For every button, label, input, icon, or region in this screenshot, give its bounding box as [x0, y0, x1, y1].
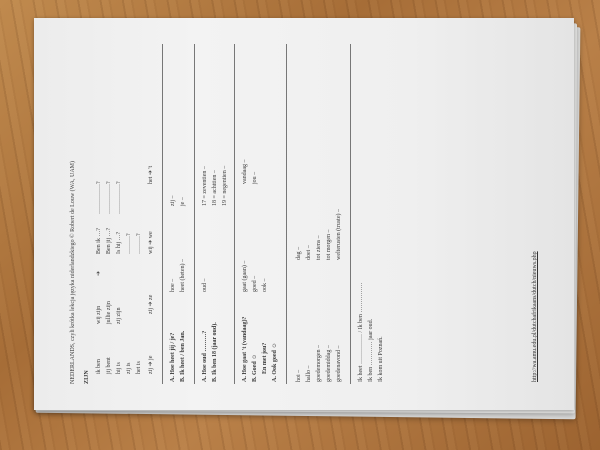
vocab-ook: ook –: [262, 278, 268, 292]
number-19: 19 = negentien –: [222, 165, 228, 206]
conj-jij: jij bent: [106, 357, 112, 374]
divider: [234, 44, 235, 384]
greeting-afternoon: goedemiddag –: [326, 345, 332, 382]
answer-name: B. Ik heet / ben Jan.: [180, 330, 186, 382]
greeting-evening: goedenavond –: [336, 345, 342, 382]
zijn-heading: ZIJN: [84, 370, 90, 384]
farewell-tot-ziens: tot ziens –: [316, 235, 322, 260]
conj-blank-3: ……………?: [116, 181, 122, 214]
arrow-wij-we: wij ➔ we: [148, 231, 154, 254]
vocab-jou: jou –: [252, 171, 258, 184]
question-you: En met jou?: [262, 342, 268, 374]
greeting-morning: goedemorgen –: [316, 344, 322, 382]
number-17: 17 = zeventien –: [202, 166, 208, 206]
arrow-zij-ze: zij ➔ ze: [148, 294, 154, 314]
answer-good: B. Goed ☺: [252, 353, 258, 382]
vocab-hoe: hoe –: [170, 278, 176, 292]
conj-het: het is: [136, 361, 142, 374]
worksheet-page: [34, 18, 574, 410]
conj-blank-1: ……………?: [96, 181, 102, 214]
farewell-doei: doei –: [306, 245, 312, 260]
conj-blank-5: ………?: [136, 233, 142, 254]
conj-ik: ik ben: [96, 359, 102, 374]
farewell-welterusten: welterusten (truste) –: [336, 209, 342, 260]
number-18: 18 = achttien –: [212, 170, 218, 206]
vocab-goed: goed –: [252, 275, 258, 292]
greeting-hallo: hallo –: [306, 365, 312, 382]
arrow-zij-je: zij ➔ je: [148, 355, 154, 374]
divider: [162, 44, 163, 384]
divider: [350, 44, 351, 384]
divider: [286, 44, 287, 384]
conj-q-hij: Is hij …?: [116, 231, 122, 254]
question-how: A. Hoe gaat 't (vandaag)?: [242, 316, 248, 382]
vocab-gaat: gaat (gaan) –: [242, 260, 248, 292]
vocab-oud: oud –: [202, 278, 208, 292]
question-age: A. Hoe oud ………?: [202, 330, 208, 382]
vocab-zij: zij –: [170, 195, 176, 206]
conj-zij-mv: zij zijn: [116, 307, 122, 324]
rotated-page-content: [34, 18, 574, 410]
farewell-dag: dag –: [296, 246, 302, 260]
farewell-tot-morgen: tot morgen –: [326, 229, 332, 260]
vocab-je: je –: [180, 197, 186, 206]
conj-q-jij: Ben jij …?: [106, 227, 112, 254]
vocab-heet: heet (heten) –: [180, 259, 186, 292]
answer-age: B. Ik ben 18 (jaar oud).: [212, 322, 218, 382]
conj-jullie: jullie zijn: [106, 301, 112, 324]
conj-hij: hij is: [116, 362, 122, 374]
answer-also-good: A. Ook goed ☺: [272, 342, 278, 382]
conj-wij: wij zijn: [96, 305, 102, 324]
arrow-icon: ➔: [96, 270, 102, 276]
question-name: A. Hoe heet jij / je?: [170, 332, 176, 382]
page-header: NEDERLANDS, czyli krótka lekcja języka niderlandzkiego © Robert de Louw (WA, UAM): [70, 161, 76, 384]
practice-line-1: Ik heet …………… / Ik ben ……………: [358, 282, 364, 382]
divider: [194, 44, 195, 384]
greeting-hoi: hoi –: [296, 369, 302, 382]
conj-blank-4: ………?: [126, 233, 132, 254]
arrow-het-t: het ➔ 't: [148, 165, 154, 184]
practice-line-2: Ik ben ………… jaar oud.: [368, 318, 374, 382]
vocab-vandaag: vandaag –: [242, 159, 248, 184]
source-link[interactable]: http://wa.amu.edu.pl/dutchafrikaans/dutch/nieuws.php: [532, 251, 538, 382]
conj-zij: zij is: [126, 362, 132, 374]
conj-blank-2: ……………?: [106, 181, 112, 214]
practice-line-3: Ik kom uit Poznań.: [378, 336, 384, 382]
conj-q-ik: Ben ik …?: [96, 228, 102, 254]
